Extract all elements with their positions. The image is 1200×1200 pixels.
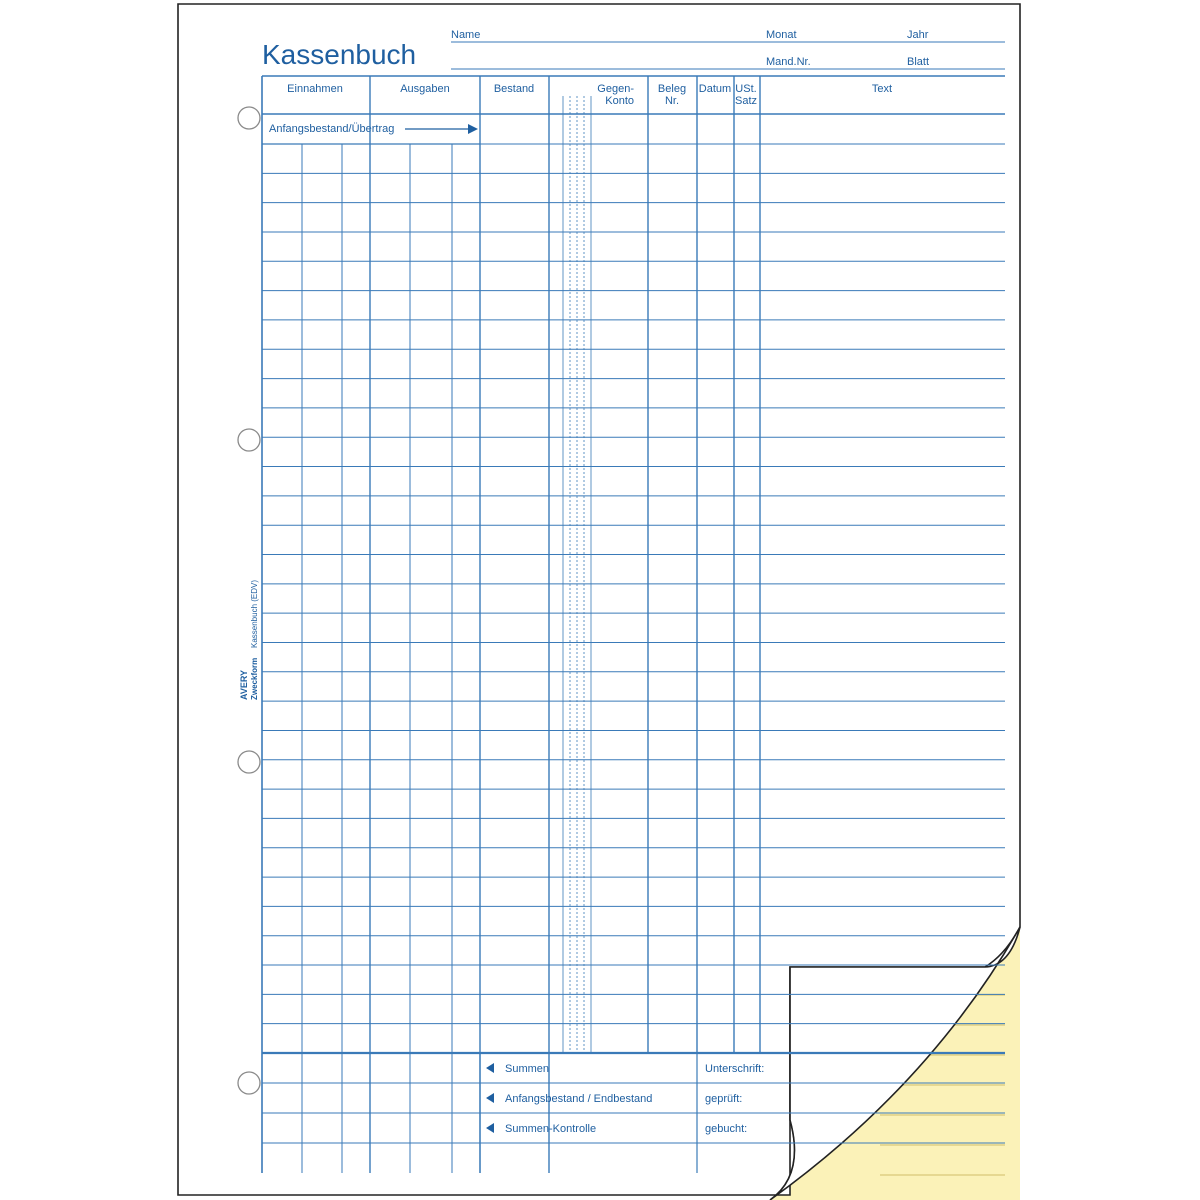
punch-hole [238,429,260,451]
col-gegenkonto: Gegen- [597,83,634,95]
label-blatt: Blatt [907,56,930,68]
label-name: Name [451,29,481,41]
punch-hole [238,751,260,773]
brand-logo: AVERY [239,669,249,700]
col-ust-2: Satz [734,95,758,107]
brand-logo-sub: Zweckform [250,657,259,700]
footer-label: Summen-Kontrolle [505,1123,597,1135]
col-ust: USt. [735,83,757,95]
label-mand-nr: Mand.Nr. [766,56,811,68]
col-text: Text [871,83,893,95]
col-beleg-2: Nr. [664,95,680,107]
footer-side-label: Unterschrift: [705,1063,765,1075]
footer-label: Summen [505,1063,550,1075]
col-bestand: Bestand [493,83,535,95]
punch-hole [238,1072,260,1094]
col-einnahmen: Einnahmen [287,83,343,95]
carry-over-label: Anfangsbestand/Übertrag [269,123,395,135]
product-name: Kassenbuch (EDV) [250,579,259,648]
footer-side-label: geprüft: [705,1093,743,1105]
label-monat: Monat [766,29,797,41]
form-title: Kassenbuch [262,39,417,70]
punch-hole [238,107,260,129]
col-ausgaben: Ausgaben [400,83,450,95]
col-datum: Datum [698,83,732,95]
label-jahr: Jahr [907,29,929,41]
col-beleg: Beleg [657,83,687,95]
col-gegenkonto-2: Konto [605,95,634,107]
footer-side-label: gebucht: [705,1123,748,1135]
footer-label: Anfangsbestand / Endbestand [505,1093,653,1105]
